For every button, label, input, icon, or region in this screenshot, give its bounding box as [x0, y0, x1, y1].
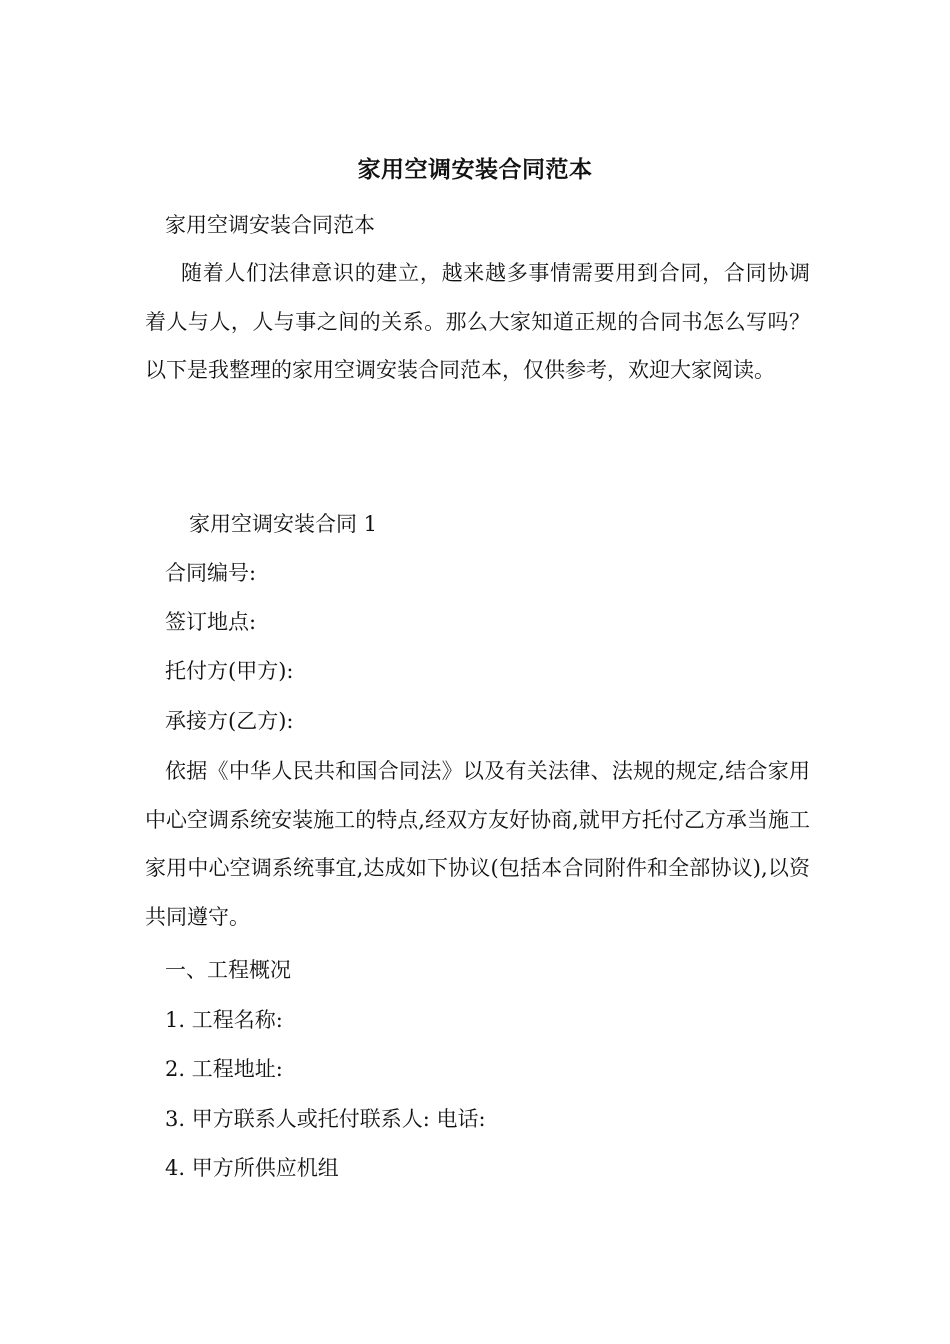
document-title: 家用空调安装合同范本 [357, 157, 593, 183]
list-item: 1. 工程名称: [165, 1008, 283, 1032]
contract-heading: 家用空调安装合同 1 [189, 512, 378, 536]
field-contract-number: 合同编号: [165, 561, 257, 585]
field-party-a: 托付方(甲方): [165, 659, 294, 683]
section-heading-project-overview: 一、工程概况 [165, 958, 291, 982]
list-item: 2. 工程地址: [165, 1057, 283, 1081]
field-sign-place: 签订地点: [165, 610, 257, 634]
document-subtitle: 家用空调安装合同范本 [165, 213, 375, 237]
list-item: 4. 甲方所供应机组 [165, 1156, 339, 1180]
list-item: 3. 甲方联系人或托付联系人: 电话: [165, 1107, 486, 1131]
field-party-b: 承接方(乙方): [165, 709, 294, 733]
basis-paragraph: 依据《中华人民共和国合同法》以及有关法律、法规的规定,结合家用中心空调系统安装施工的特点,经双方友好协商,就甲方托付乙方承当施工家用中心空调系统事宜,达成如下协议(包括本合同附件和全部协议),以资共同遵守。 [145, 759, 810, 929]
intro-paragraph: 随着人们法律意识的建立，越来越多事情需要用到合同，合同协调着人与人，人与事之间的关系。那么大家知道正规的合同书怎么写吗？以下是我整理的家用空调安装合同范本，仅供参考，欢迎大家阅读。 [145, 261, 810, 382]
